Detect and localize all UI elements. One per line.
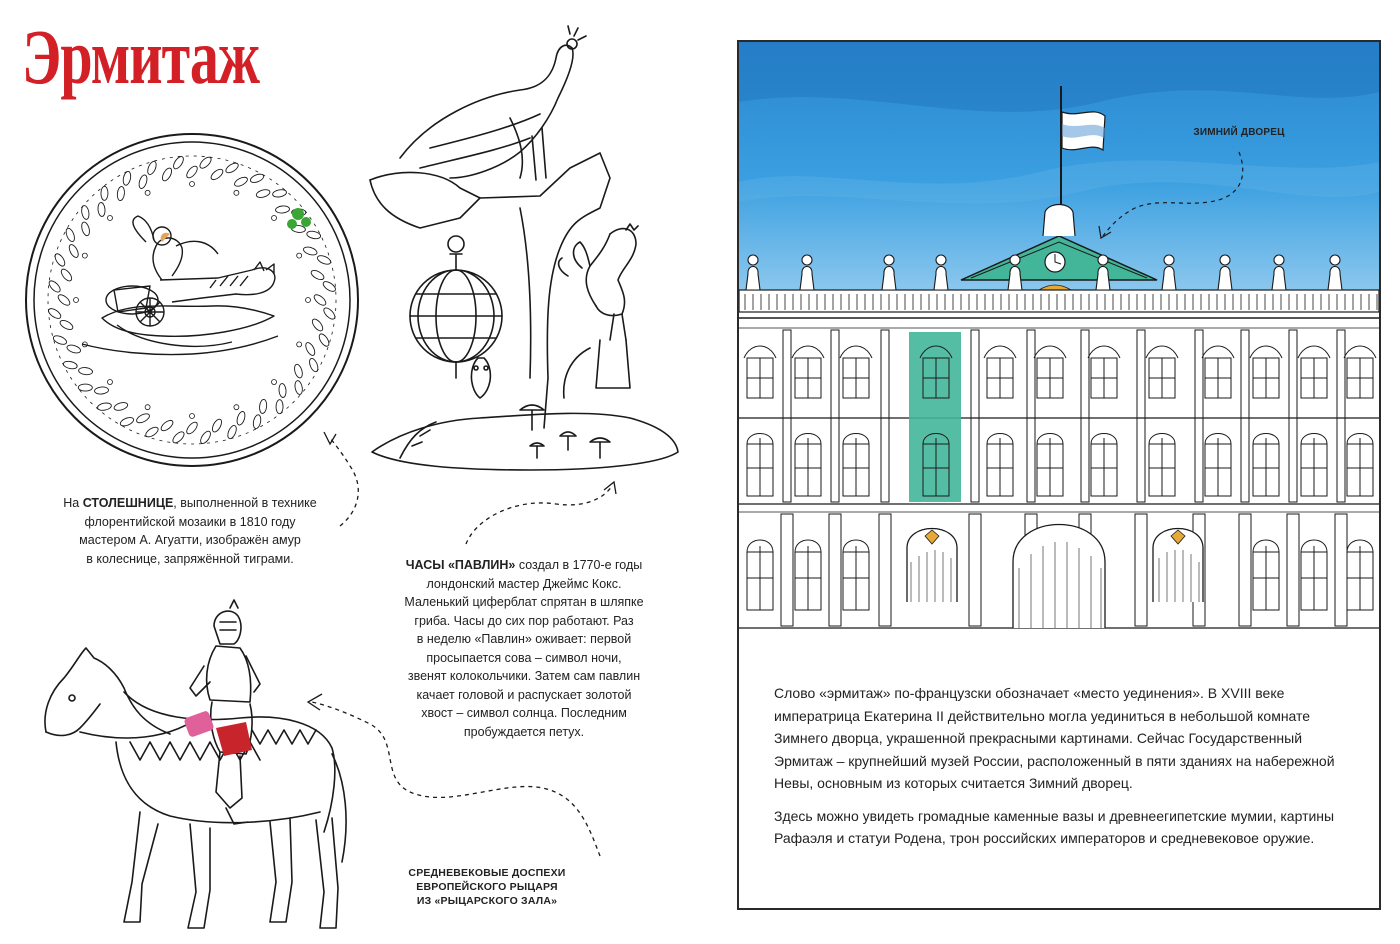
knight-on-horse-illustration xyxy=(20,592,350,942)
caption-text: создал в 1770-е годы xyxy=(515,558,643,572)
caption-text: мастером А. Агуатти, изображён амур xyxy=(79,533,301,547)
clock-caption xyxy=(396,556,652,741)
caption-line xyxy=(396,593,652,612)
paragraph-1: Слово «эрмитаж» по-французски обозначает «место уединения». В XVIII веке императрица Екатерина II действительно могла уединиться в небольшой комнате Зимнего дворца, украшенной прекрасными картинами. Сейчас Государственный Эрмитаж – крупнейший музей России, расположенный в пяти зданиях на набережной Невы, основным из которых считается Зимний дворец. xyxy=(774,685,1335,791)
caption-bold: ЧАСЫ «ПАВЛИН» xyxy=(405,558,516,572)
caption-text: звенят колокольчики. Затем сам павлин xyxy=(407,669,641,683)
caption-line xyxy=(396,575,652,594)
caption-line xyxy=(396,723,652,742)
caption-line xyxy=(396,667,652,686)
palace-label: ЗИМНИЙ ДВОРЕЦ xyxy=(1193,127,1285,138)
caption-line xyxy=(396,612,652,631)
caption-bold: СТОЛЕШНИЦЕ xyxy=(82,496,174,510)
caption-text: в колеснице, запряжённой тиграми. xyxy=(86,551,294,566)
caption-line xyxy=(40,513,340,532)
caption-line xyxy=(396,649,652,668)
caption-line xyxy=(396,556,652,575)
armor-caption xyxy=(402,866,572,908)
arrow-palace xyxy=(1089,138,1249,238)
armor-caption-line: СРЕДНЕВЕКОВЫЕ ДОСПЕХИ xyxy=(408,867,566,879)
caption-text: пробуждается петух. xyxy=(463,724,585,739)
caption-text: качает головой и распускает золотой xyxy=(416,687,632,702)
caption-text: в неделю «Павлин» оживает: первой xyxy=(416,632,632,646)
caption-text: гриба. Часы до сих пор работают. Раз xyxy=(414,613,634,628)
caption-line xyxy=(40,494,340,513)
caption-line xyxy=(40,550,340,569)
page-title: Эрмитаж xyxy=(22,12,259,101)
caption-text: На xyxy=(63,496,83,510)
mosaic-table-illustration xyxy=(22,130,362,470)
caption-text: лондонский мастер Джеймс Кокс. xyxy=(426,576,622,591)
caption-line xyxy=(396,630,652,649)
caption-text: просыпается сова – символ ночи, xyxy=(426,650,622,665)
caption-line xyxy=(396,704,652,723)
caption-line xyxy=(396,686,652,705)
caption-text: флорентийской мозаики в 1810 году xyxy=(84,514,296,529)
caption-text: Маленький циферблат спрятан в шляпке xyxy=(404,595,644,609)
caption-line xyxy=(40,531,340,550)
caption-text: хвост – символ солнца. Последним xyxy=(421,706,627,720)
caption-text: , выполненной в технике xyxy=(173,496,317,510)
peacock-clock-illustration xyxy=(360,18,690,478)
armor-caption-line: ИЗ «РЫЦАРСКОГО ЗАЛА» xyxy=(416,895,558,907)
paragraph-2: Здесь можно увидеть громадные каменные вазы и древнеегипетские мумии, картины Рафаэля и статуи Родена, трон российских императоров и средневековое оружие. xyxy=(774,807,1335,846)
cupid-chariot-scene xyxy=(82,216,278,355)
armor-caption-line: ЕВРОПЕЙСКОГО РЫЦАРЯ xyxy=(416,881,558,893)
table-caption xyxy=(40,494,340,568)
arrow-clock xyxy=(456,478,626,548)
body-text xyxy=(774,682,1344,860)
